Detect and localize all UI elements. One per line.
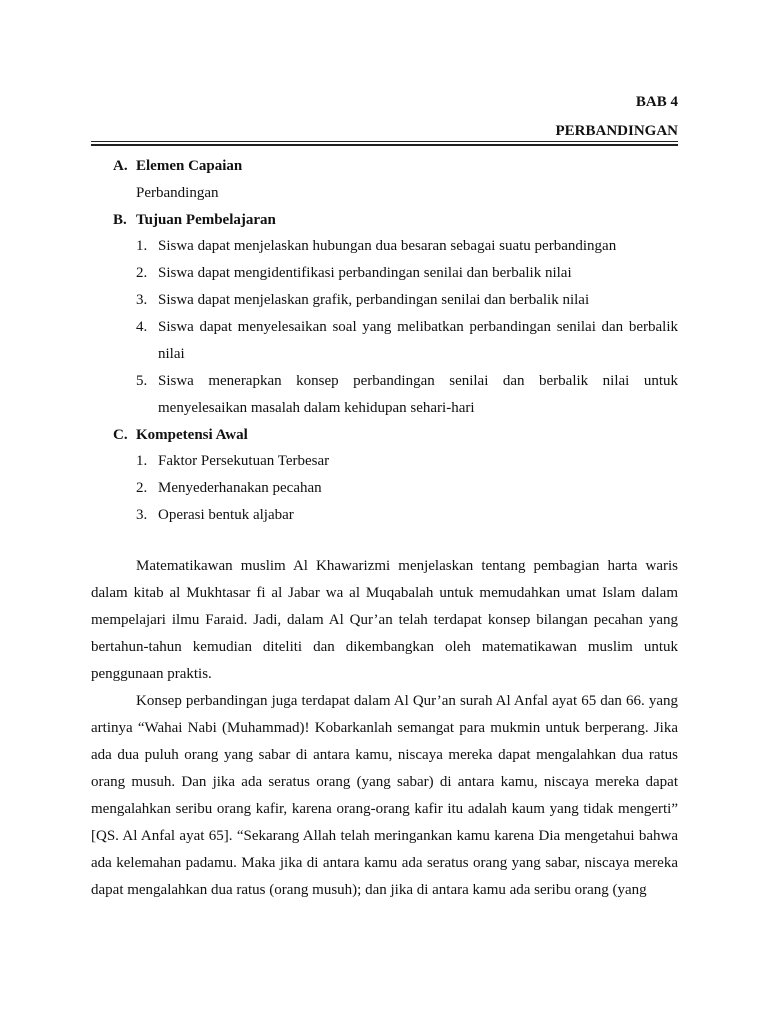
objective-5-number: 5. — [136, 373, 148, 389]
title-rule-thick — [91, 144, 678, 146]
objective-3-text: Siswa dapat menjelaskan grafik, perbandingan senilai dan berbalik nilai — [158, 292, 590, 308]
competency-1-text: Faktor Persekutuan Terbesar — [158, 453, 330, 469]
section-a-title: Elemen Capaian — [136, 158, 243, 174]
objective-2-number: 2. — [136, 265, 148, 281]
section-b-title: Tujuan Pembelajaran — [136, 212, 276, 228]
competency-3-number: 3. — [136, 507, 148, 523]
objective-3-number: 3. — [136, 292, 148, 308]
title-rule-thin — [91, 141, 678, 142]
chapter-title: PERBANDINGAN — [555, 123, 678, 139]
objective-5-text-line1: Siswa menerapkan konsep perbandingan senilai dan berbalik nilai untuk — [158, 373, 678, 389]
objective-4-text-line1: Siswa dapat menyelesaikan soal yang melibatkan perbandingan senilai dan berbalik — [158, 319, 678, 335]
section-b-letter: B. — [113, 212, 127, 228]
objective-4-text-line2: nilai — [158, 346, 185, 362]
section-a-text: Perbandingan — [136, 185, 219, 201]
objective-4-number: 4. — [136, 319, 148, 335]
body-paragraph-1: Matematikawan muslim Al Khawarizmi menjelaskan tentang pembagian harta waris dalam kitab al Mukhtasar fi al Jabar wa al Muqabalah untuk memudahkan umat Islam dalam mempelajari ilmu Faraid. Jadi, dalam Al Qur’an telah terdapat konsep bilangan pecahan yang bertahun-tahun kemudian diteliti dan dikembangkan oleh matematikawan muslim untuk penggunaan praktis. — [91, 558, 678, 682]
objective-1-number: 1. — [136, 238, 148, 254]
objective-1-text: Siswa dapat menjelaskan hubungan dua besaran sebagai suatu perbandingan — [158, 238, 617, 254]
competency-2-text: Menyederhanakan pecahan — [158, 480, 322, 496]
competency-3-text: Operasi bentuk aljabar — [158, 507, 294, 523]
chapter-label: BAB 4 — [635, 94, 678, 110]
section-c-title: Kompetensi Awal — [136, 427, 248, 443]
objective-5-text-line2: menyelesaikan masalah dalam kehidupan sehari-hari — [158, 400, 475, 416]
section-a-letter: A. — [113, 158, 128, 174]
body-paragraph-2: Konsep perbandingan juga terdapat dalam Al Qur’an surah Al Anfal ayat 65 dan 66. yang artinya “Wahai Nabi (Muhammad)! Kobarkanlah semangat para mukmin untuk berperang. Jika ada dua puluh orang yang sabar di antara kamu, niscaya mereka dapat mengalahkan dua ratus orang musuh. Dan jika ada seratus orang (yang sabar) di antara kamu, niscaya mereka dapat mengalahkan seribu orang kafir, karena orang-orang kafir itu adalah kaum yang tidak mengerti” [QS. Al Anfal ayat 65]. “Sekarang Allah telah meringankan kamu karena Dia mengetahui bahwa ada kelemahan padamu. Maka jika di antara kamu ada seratus orang yang sabar, niscaya mereka dapat mengalahkan dua ratus (orang musuh); dan jika di antara kamu ada seribu orang (yang — [91, 693, 678, 898]
competency-2-number: 2. — [136, 480, 148, 496]
objective-2-text: Siswa dapat mengidentifikasi perbandingan senilai dan berbalik nilai — [158, 265, 572, 281]
competency-1-number: 1. — [136, 453, 148, 469]
section-c-letter: C. — [113, 427, 128, 443]
